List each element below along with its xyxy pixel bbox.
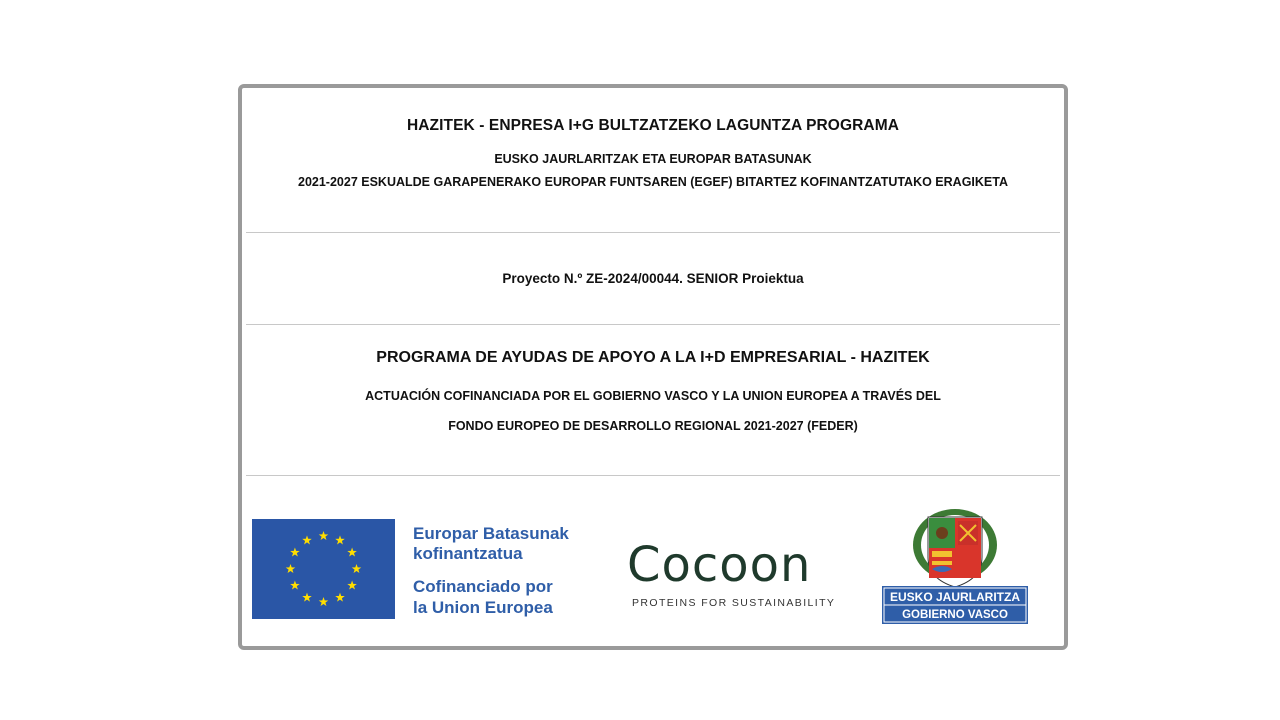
title-basque: HAZITEK - ENPRESA I+G BULTZATZEKO LAGUNTZA PROGRAMA — [406, 117, 900, 134]
document-frame — [238, 84, 1068, 650]
eu-flag-logo — [252, 519, 395, 619]
eu-text-line1: Europar Batasunak — [413, 524, 569, 543]
basque-coat-of-arms-icon — [880, 507, 1030, 626]
eu-star-icon — [302, 593, 312, 602]
title-spanish: PROGRAMA DE AYUDAS DE APOYO A LA I+D EMPRESARIAL - HAZITEK — [376, 349, 930, 366]
eu-star-icon — [335, 593, 345, 602]
eu-star-icon — [319, 531, 329, 540]
cocoon-tagline: PROTEINS FOR SUSTAINABILITY — [632, 597, 836, 609]
eu-stars-icon — [252, 519, 395, 619]
project-number: Proyecto N.º ZE-2024/00044. SENIOR Proiektua — [502, 271, 804, 286]
gobierno-line2: GOBIERNO VASCO — [902, 609, 1008, 621]
eu-text-line3: Cofinanciado por — [413, 577, 553, 596]
eu-star-icon — [347, 581, 357, 590]
eu-star-icon — [347, 548, 357, 557]
eu-text-line2: kofinantzatua — [413, 544, 523, 563]
divider — [246, 232, 1060, 233]
eu-star-icon — [286, 564, 296, 573]
subtitle-spanish-line1: ACTUACIÓN COFINANCIADA POR EL GOBIERNO VASCO Y LA UNION EUROPEA A TRAVÉS DEL — [365, 389, 941, 403]
divider — [246, 475, 1060, 476]
subtitle-basque-line2: 2021-2027 ESKUALDE GARAPENERAKO EUROPAR FUNTSAREN (EGEF) BITARTEZ KOFINANTZATUTAKO ERAGIKETA — [298, 175, 1008, 189]
eu-star-icon — [290, 548, 300, 557]
cocoon-logo: Cocoon — [627, 537, 812, 593]
eu-star-icon — [335, 535, 345, 544]
eu-star-icon — [319, 597, 329, 606]
divider — [246, 324, 1060, 325]
gobierno-vasco-logo — [880, 507, 1030, 626]
eu-text-line4: la Union Europea — [413, 598, 553, 617]
subtitle-basque-line1: EUSKO JAURLARITZAK ETA EUROPAR BATASUNAK — [494, 152, 812, 166]
eu-star-icon — [302, 535, 312, 544]
subtitle-spanish-line2: FONDO EUROPEO DE DESARROLLO REGIONAL 2021-2027 (FEDER) — [448, 419, 858, 433]
gobierno-line1: EUSKO JAURLARITZA — [889, 590, 1021, 604]
eu-star-icon — [290, 581, 300, 590]
eu-star-icon — [352, 564, 362, 573]
